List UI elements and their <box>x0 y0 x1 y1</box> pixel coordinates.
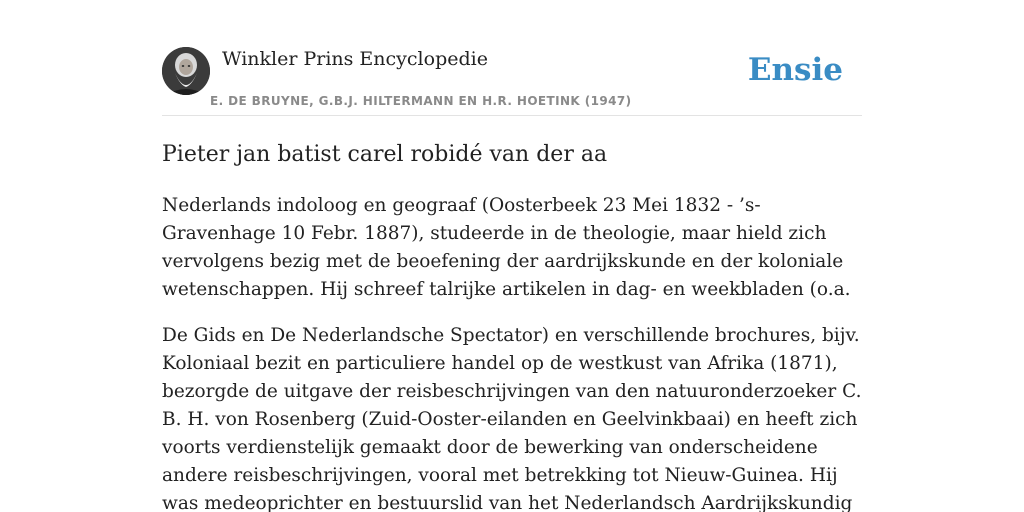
article-title: Pieter jan batist carel robidé van der aa <box>162 142 608 167</box>
header <box>162 44 862 116</box>
brand-logo-link[interactable]: Ensie <box>747 52 843 88</box>
header-divider <box>162 115 862 116</box>
portrait-avatar-icon <box>162 47 210 95</box>
authors-line: E. DE BRUYNE, G.B.J. HILTERMANN EN H.R. HOETINK (1947) <box>210 94 632 108</box>
article-body <box>162 192 872 512</box>
article-paragraph-1: Nederlands indoloog en geograaf (Oosterbeek 23 Mei 1832 - ’s-Gravenhage 10 Febr. 1887), studeerde in de theologie, maar hield zich vervolgens bezig met de beoefening der aardrijkskunde en der koloniale wetenschappen. Hij schreef talrijke artikelen in dag- en weekbladen (o.a. <box>162 195 851 300</box>
site-title[interactable]: Winkler Prins Encyclopedie <box>222 48 488 70</box>
article-paragraph-2: De Gids en De Nederlandsche Spectator) en verschillende brochures, bijv. Koloniaal bezit en particuliere handel op de westkust van Afrika (1871), bezorgde de uitgave der reisbeschrijvingen van den natuuronderzoeker C. B. H. von Rosenberg (Zuid-Ooster-eilanden en Geelvinkbaai) en heeft zich voorts verdienstelijk gemaakt door de bewerking van onderscheidene andere reisbeschrijvingen, vooral met betrekking tot Nieuw-Guinea. Hij was medeoprichter en bestuurslid van het Nederlandsch Aardrijkskundig <box>162 325 862 512</box>
